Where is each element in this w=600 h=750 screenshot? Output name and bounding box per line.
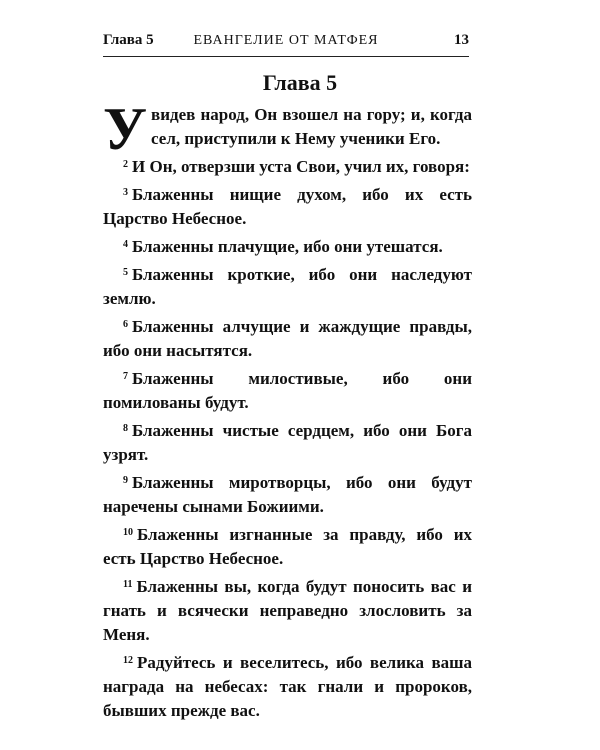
drop-cap: У bbox=[103, 96, 148, 162]
verse-7 bbox=[103, 367, 472, 415]
verse-text: Блаженны миротворцы, ибо они будут наречены сынами Божиими. bbox=[103, 473, 472, 516]
verse-number: 4 bbox=[123, 239, 128, 250]
verse-3 bbox=[103, 183, 472, 231]
verse-text: Блаженны алчущие и жаждущие правды, ибо они насытятся. bbox=[103, 317, 472, 360]
running-header bbox=[103, 28, 469, 57]
verse-number: 10 bbox=[123, 527, 133, 538]
verse-4 bbox=[103, 235, 472, 259]
verse-12 bbox=[103, 651, 472, 723]
verse-number: 8 bbox=[123, 423, 128, 434]
chapter-body bbox=[103, 96, 472, 727]
header-chapter-label: Глава 5 bbox=[103, 32, 154, 48]
verse-9 bbox=[103, 471, 472, 519]
verse-number: 6 bbox=[123, 319, 128, 330]
verse-6 bbox=[103, 315, 472, 363]
verse-11 bbox=[103, 575, 472, 647]
verse-number: 2 bbox=[123, 159, 128, 170]
verse-text: Блаженны кроткие, ибо они наследуют землю. bbox=[103, 265, 472, 308]
verse-text: Блаженны изгнанные за правду, ибо их есть Царство Небесное. bbox=[103, 525, 472, 568]
verse-5 bbox=[103, 263, 472, 311]
verse-2 bbox=[103, 155, 472, 179]
verse-number: 7 bbox=[123, 371, 128, 382]
verse-1 bbox=[103, 96, 472, 162]
verse-8 bbox=[103, 419, 472, 467]
verse-text: Блаженны нищие духом, ибо их есть Царство Небесное. bbox=[103, 185, 472, 228]
verse-number: 9 bbox=[123, 475, 128, 486]
verse-number: 3 bbox=[123, 187, 128, 198]
verse-number: 5 bbox=[123, 267, 128, 278]
verse-text: И Он, отверзши уста Свои, учил их, говоря: bbox=[132, 157, 470, 176]
verse-text: Блаженны вы, когда будут поносить вас и гнать и всячески неправедно злословить за Меня. bbox=[103, 577, 472, 644]
verse-number: 11 bbox=[123, 579, 133, 590]
header-book-title: ЕВАНГЕЛИЕ ОТ МАТФЕЯ bbox=[193, 33, 379, 48]
verse-10 bbox=[103, 523, 472, 571]
verse-text: Блаженны плачущие, ибо они утешатся. bbox=[132, 237, 443, 256]
verse-text: Блаженны милостивые, ибо они помилованы будут. bbox=[103, 369, 472, 412]
chapter-title: Глава 5 bbox=[262, 70, 338, 95]
verse-text: Блаженны чистые сердцем, ибо они Бога узрят. bbox=[103, 421, 472, 464]
verse-text: видев народ, Он взошел на гору; и, когда сел, приступили к Нему ученики Его. bbox=[151, 105, 472, 148]
page-number: 13 bbox=[454, 32, 469, 48]
verse-text: Радуйтесь и веселитесь, ибо велика ваша награда на небесах: так гнали и пророков, бывших прежде вас. bbox=[103, 653, 472, 720]
verse-number: 12 bbox=[123, 655, 133, 666]
